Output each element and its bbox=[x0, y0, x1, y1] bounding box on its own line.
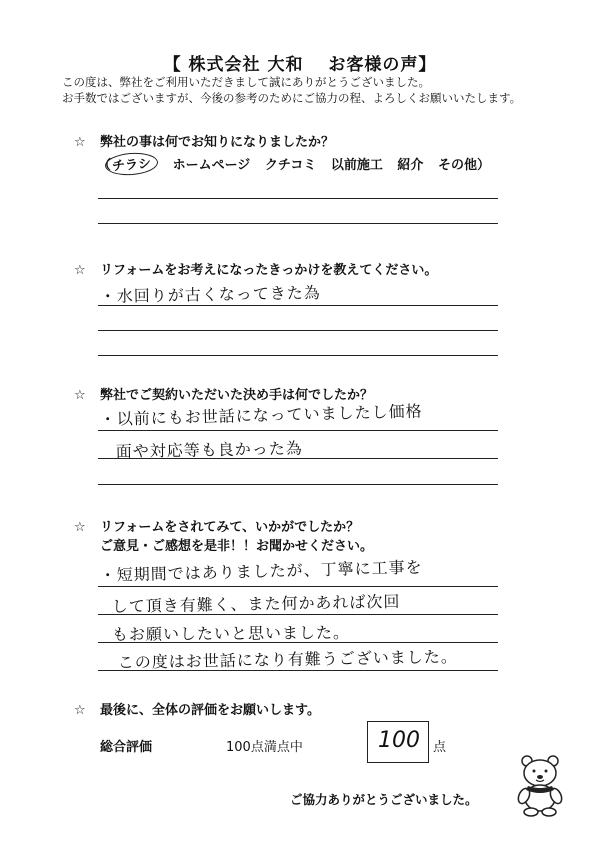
star-icon: ☆ bbox=[74, 520, 86, 535]
answer-line bbox=[98, 670, 498, 671]
question-2-text: リフォームをお考えになったきっかけを教えてください。 bbox=[100, 263, 438, 278]
answer-line bbox=[98, 430, 498, 431]
star-icon: ☆ bbox=[74, 388, 86, 403]
answer-line bbox=[98, 330, 498, 331]
thanks-message: ご協力ありがとうございました。 bbox=[290, 792, 478, 807]
question-3-text: 弊社でご契約いただいた決め手は何でしたか？ bbox=[100, 388, 374, 403]
answer-line bbox=[98, 355, 498, 356]
option-other[interactable]: その他） bbox=[437, 158, 490, 173]
question-5 bbox=[74, 699, 320, 718]
page-title: 【 株式会社 大和 お客様の声】 bbox=[163, 55, 437, 75]
intro-line-2: お手数ではございますが、今後の参考のためにご協力の程、よろしくお願いいたします。 bbox=[62, 91, 522, 105]
star-icon: ☆ bbox=[74, 263, 86, 278]
handwritten-answer-4-line-1: ・短期間ではありましたが、丁寧に工事を bbox=[99, 557, 423, 586]
handwritten-answer-2-line-1: ・水回りが古くなってきた為 bbox=[99, 283, 321, 307]
answer-line bbox=[98, 614, 498, 615]
total-rating-label: 総合評価 bbox=[100, 740, 153, 755]
question-1-text: 弊社の事は何でお知りになりましたか？ bbox=[100, 135, 335, 150]
answer-line bbox=[98, 198, 498, 199]
question-5-text: 最後に、全体の評価をお願いします。 bbox=[100, 703, 320, 718]
answer-line bbox=[98, 586, 498, 587]
answer-line bbox=[98, 305, 498, 306]
option-word-of-mouth[interactable]: クチコミ bbox=[264, 158, 317, 173]
question-2 bbox=[74, 259, 437, 278]
answer-line bbox=[98, 484, 498, 485]
star-icon: ☆ bbox=[74, 135, 86, 150]
option-homepage[interactable]: ホームページ bbox=[172, 158, 251, 173]
score-unit: 点 bbox=[433, 740, 447, 755]
source-options bbox=[98, 153, 490, 175]
handwritten-answer-3-line-2: 面や対応等も良かった為 bbox=[115, 438, 303, 462]
answer-line bbox=[98, 223, 498, 224]
question-1 bbox=[74, 131, 334, 150]
rating-scale-label: 100点満点中 bbox=[226, 740, 303, 755]
option-referral[interactable]: 紹介 bbox=[397, 158, 424, 173]
handwritten-answer-4-line-4: この度はお世話になり有難うございました。 bbox=[117, 647, 458, 673]
question-4-text: リフォームをされてみて、いかがでしたか？ bbox=[100, 520, 360, 535]
option-flyer-selected[interactable]: チラシ bbox=[104, 151, 158, 177]
handwritten-answer-4-line-3: もお願いしたいと思いました。 bbox=[111, 622, 350, 645]
handwritten-answer-3-line-1: ・以前にもお世話になっていましたし価格 bbox=[99, 401, 423, 430]
option-previous-work[interactable]: 以前施工 bbox=[330, 158, 383, 173]
star-icon: ☆ bbox=[74, 703, 86, 718]
intro-line-1: この度は、弊社をご利用いただきまして誠にありがとうございました。 bbox=[62, 75, 430, 89]
question-4-sub: ご意見・ご感想を是非！！お聞かせください。 bbox=[100, 539, 374, 554]
handwritten-answer-4-line-2: して頂き有難く、また何かあれば次回 bbox=[111, 591, 401, 617]
bear-mascot-icon bbox=[510, 752, 572, 818]
answer-line bbox=[98, 458, 498, 459]
question-4 bbox=[74, 516, 359, 535]
option-open-paren: （ bbox=[98, 158, 112, 173]
answer-line bbox=[98, 642, 498, 643]
score-value: 100 bbox=[378, 728, 420, 753]
